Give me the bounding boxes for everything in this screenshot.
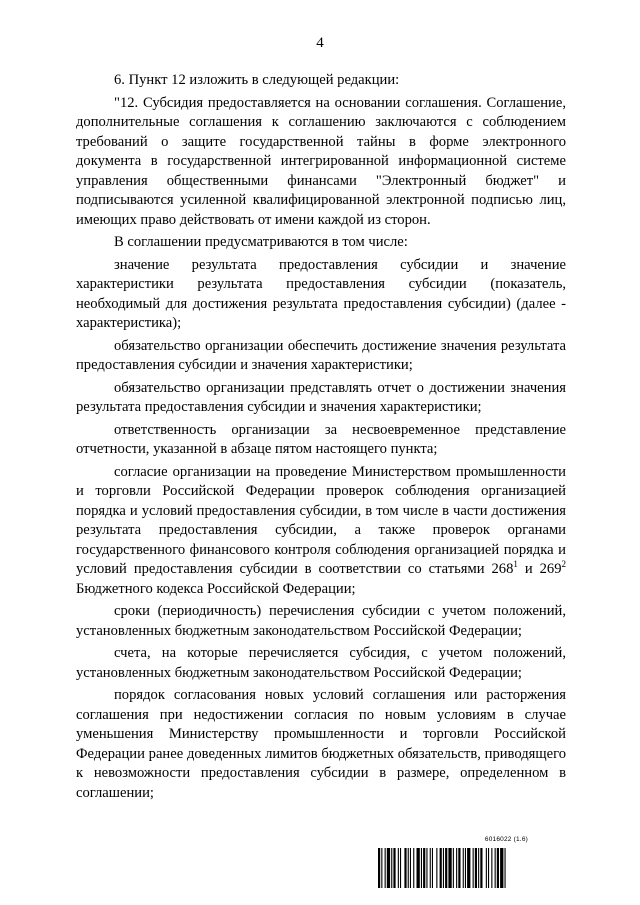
paragraph-result-value: значение результата предоставления субсидии и значение характеристики результата предоставления субсидии (показатель, необходимый для достижения результата предоставления субсидии) (далее - характеристика);: [76, 256, 566, 331]
barcode-bar: [463, 848, 464, 888]
barcode-bar: [398, 848, 399, 888]
page-number: 4: [316, 35, 324, 51]
barcode-bar: [391, 848, 392, 888]
barcode-bars: [378, 848, 566, 888]
barcode-bar: [400, 848, 401, 888]
barcode-bar: [456, 848, 457, 888]
barcode-bar: [453, 848, 454, 888]
document-body: [76, 71, 566, 806]
barcode-bar: [475, 848, 477, 888]
barcode-bar: [500, 848, 503, 888]
paragraph-new-conditions: порядок согласования новых условий соглашения или расторжения соглашения при недостижении согласия по новым условиям в случае уменьшения Министерству промышленности и торговли Российской Федерации ранее доведенных лимитов бюджетных обязательств, приводящего к невозможности предоставления субсидии в размере, определенном в соглашении;: [76, 687, 566, 801]
consent-text-before: согласие организации на проведение Министерством промышленности и торговли Российской Федерации проверок соблюдения организацией порядка и условий предоставления субсидии, в том числе в части достижения результата предоставления субсидии, а также проверок органами государственного финансового контроля соблюдения организацией порядка и условий предоставления субсидии в соответствии со статьями 268: [76, 463, 566, 577]
barcode-bar: [480, 848, 482, 888]
barcode-bar: [497, 848, 499, 888]
barcode-bar: [473, 848, 474, 888]
barcode-bar: [385, 848, 386, 888]
paragraph-agreement-includes: В соглашении предусматриваются в том числе:: [114, 234, 408, 250]
paragraph-consent-audits: [76, 463, 566, 600]
barcode-bar: [381, 848, 382, 888]
barcode-bar: [426, 848, 427, 888]
barcode-bar: [417, 848, 420, 888]
article-269-superscript: 2: [561, 559, 566, 570]
barcode-bar: [440, 848, 442, 888]
consent-text-after: Бюджетного кодекса Российской Федерации;: [76, 580, 356, 597]
paragraph-accounts: счета, на которые перечисляется субсидия, с учетом положений, установленных бюджетным законодательством Российской Федерации;: [76, 645, 566, 681]
barcode-bar: [467, 848, 470, 888]
paragraph-obligation-report: обязательство организации представлять отчет о достижении значения результата предоставления субсидии и значения характеристики;: [76, 379, 566, 415]
consent-text-mid: и 269: [517, 561, 562, 577]
barcode-bar: [410, 848, 411, 888]
barcode-bar: [505, 848, 506, 888]
barcode-bar: [443, 848, 444, 888]
paragraph-transfer-terms: сроки (периодичность) перечисления субсидии с учетом положений, установленных бюджетным законодательством Российской Федерации;: [76, 603, 566, 639]
barcode-bar: [430, 848, 431, 888]
barcode-bar: [413, 848, 414, 888]
barcode-bar: [408, 848, 409, 888]
barcode-bar: [488, 848, 489, 888]
paragraph-amendment-heading: 6. Пункт 12 изложить в следующей редакции:: [114, 72, 400, 88]
article-268-superscript: 1: [513, 559, 518, 570]
document-barcode: [378, 836, 566, 892]
barcode-bar: [448, 848, 451, 888]
barcode-bar: [404, 848, 406, 888]
barcode-bar: [478, 848, 479, 888]
barcode-bar: [378, 848, 380, 888]
barcode-bar: [445, 848, 447, 888]
barcode-bar: [465, 848, 466, 888]
barcode-bar: [421, 848, 422, 888]
barcode-bar: [432, 848, 433, 888]
paragraph-subsidy-agreement: "12. Субсидия предоставляется на основании соглашения. Соглашение, дополнительные соглашения к соглашению заключаются с соблюдением требований о защите государственной тайны в форме электронного документа в государственной интегрированной информационной системе управления общественными финансами "Электронный бюджет" и подписываются усиленной квалифицированной электронной подписью лиц, имеющих право действовать от имени каждой из сторон.: [76, 94, 566, 228]
barcode-bar: [393, 848, 395, 888]
barcode-code-text: 6016022 (1.6): [484, 836, 528, 843]
barcode-bar: [423, 848, 425, 888]
paragraph-responsibility: ответственность организации за несвоевременное представление отчетности, указанной в абзаце пятом настоящего пункта;: [76, 421, 566, 457]
barcode-bar: [486, 848, 487, 888]
paragraph-obligation-achieve: обязательство организации обеспечить достижение значения результата предоставления субсидии и значения характеристики;: [76, 337, 566, 373]
barcode-bar: [458, 848, 460, 888]
barcode-bar: [495, 848, 496, 888]
barcode-bar: [387, 848, 390, 888]
barcode-bar: [491, 848, 492, 888]
barcode-bar: [436, 848, 437, 888]
